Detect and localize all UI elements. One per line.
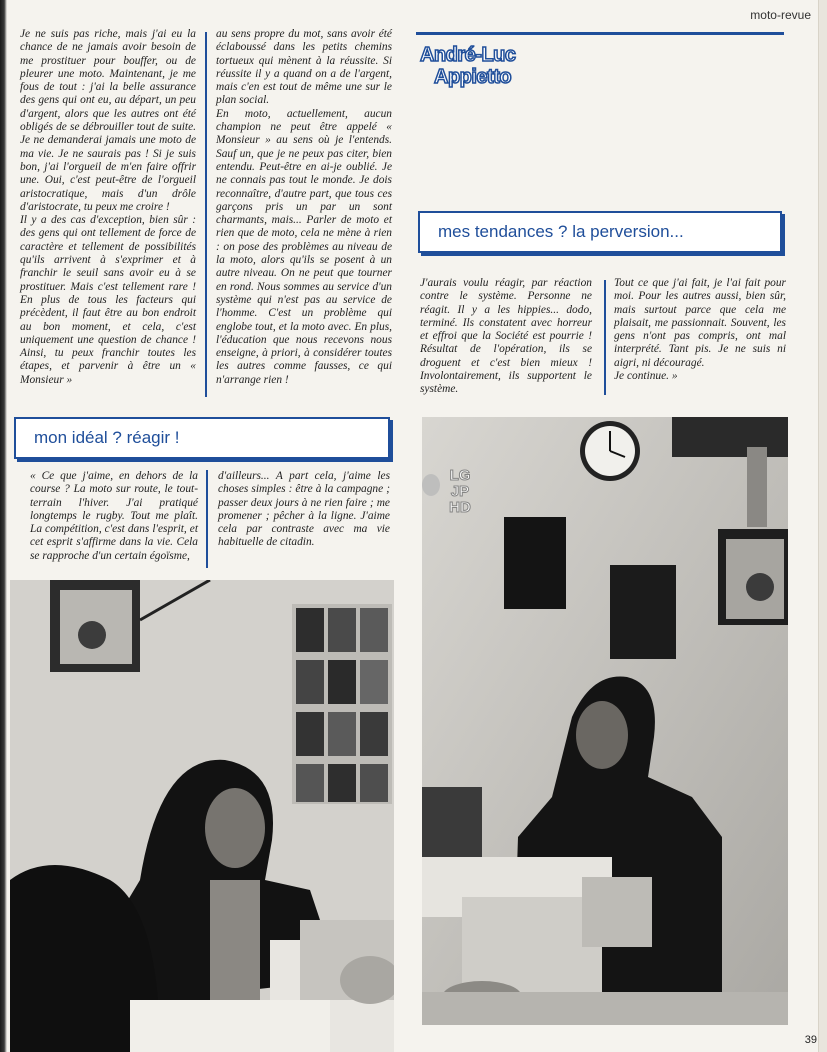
page-edge [818,0,827,1052]
section-header: moto-revue [750,8,811,22]
text-column-2 [216,28,392,387]
heading-tendances: mes tendances ? la perversion... [418,211,782,253]
column-rule [205,32,207,397]
text-column-6 [218,470,390,550]
author-last-name: Appietto [434,66,512,88]
author-first-name: André-Luc [420,44,516,66]
watermark-face-icon [422,474,440,496]
watermark-line: JP [450,483,470,500]
paragraph: Je continue. » [614,370,678,383]
column-rule [206,470,208,568]
paragraph: d'ailleurs... A part cela, j'aime les choses simples : être à la campagne ; passer deux jours à ne rien faire ; me promener ; pêcher à la ligne. J'aime cela par contraste avec ma vie habituelle de citadin. [218,470,390,549]
column-rule [604,280,606,395]
paragraph: En moto, actuellement, aucun champion ne peut être appelé « Monsieur » au sens où je l'entends. Sauf un, que je ne peux pas citer, bien entendu. Peut-être en ai-je oublié. Je ne connais pas tout le monde. Je dois reconnaître, d'autre part, que tous ces garçons pris un par un sont charmants, mais... Parler de moto et rien que de moto, cela ne mène à rien : on pose des problèmes au niveau de la moto, alors qu'ils se posent à un autre niveau. On ne peut que tourner en rond. Nous sommes au service d'un système qui n'est pas au service de l'homme. C'est un problème qui englobe tout, et la moto avec. En plus, l'éducation que nous recevons nous enseigne, à priori, à considérer toutes les autres comme fausses, ce qui n'arrange rien ! [216,107,392,386]
text-column-1 [20,28,196,387]
photo-office-left [10,580,394,1052]
photo-office-left-image [10,580,394,1052]
binding-shadow [0,0,7,1052]
text-column-3 [420,277,592,397]
header-rule [416,32,784,35]
watermark [420,468,478,524]
paragraph: au sens propre du mot, sans avoir été éclaboussé dans les petits chemins tortueux qui mènent à la réussite. Si réussite il y a quand on a de l'argent, mais c'en est tout de même une sur le plan social. [216,28,392,107]
paragraph: Je ne suis pas riche, mais j'ai eu la chance de ne jamais avoir besoin de me prostituer pour bouffer, ou de pleurer une moto. Maintenant, je me fous de tout : j'ai la belle assurance des gens qui ont eu, au départ, un peu d'argent, alors que les autres ont été obligés de se débrouiller tout de suite. Je ne demanderai jamais une moto de ma vie. Je ne saurais pas ! Si je suis bon, j'ai l'orgueil de m'en faire offrir une. Oui, c'est peut-être de l'orgueil aristocratique, mais d'un drôle d'aristocrate, tu peux me croire ! [20,28,196,213]
paragraph: Tout ce que j'ai fait, je l'ai fait pour moi. Pour les autres aussi, bien sûr, mais surtout parce que cela me plaisait, me passionnait. Souvent, les gens n'ont pas compris, ont mal interprété. Tant pis. Je ne suis ni aigri, ni découragé. [614,277,786,369]
text-column-5 [30,470,198,563]
paragraph: « Ce que j'aime, en dehors de la course ? La moto sur route, le tout-terrain l'hiver. J'ai pratiqué longtemps le rugby. Tout me plaît. La compétition, c'est dans l'esprit, et cet esprit s'affirme dans la vie. Cela se rapproche d'un certain égoïsme, [30,470,198,562]
paragraph: J'aurais voulu réagir, par réaction contre le système. Personne ne réagit. Il y a les hippies... dodo, terminé. Ils constatent avec horreur et effroi que la Société est pourrie ! Résultat de l'opération, ils se droguent et c'est bien mieux ! Involontairement, ils supportent le système. [420,277,592,396]
text-column-4 [614,277,786,383]
watermark-line: HD [449,499,471,516]
page-number: 39 [804,1034,817,1046]
heading-ideal: mon idéal ? réagir ! [14,417,390,459]
paragraph: Il y a des cas d'exception, bien sûr : des gens qui ont tellement de force de caractère et tellement de possibilités qu'ils arrivent à s'exprimer et à franchir le seuil sans avoir eu à se prostituer. Mais c'est tellement rare ! En plus de tous les facteurs qui précèdent, il faut être au bon endroit au bon moment, et cela, c'est uniquement une question de chance ! Ainsi, tu peux franchir toutes les étapes, et parvenir à être un « Monsieur » [20,214,196,386]
watermark-line: LG [449,467,471,484]
author-name [420,44,516,88]
